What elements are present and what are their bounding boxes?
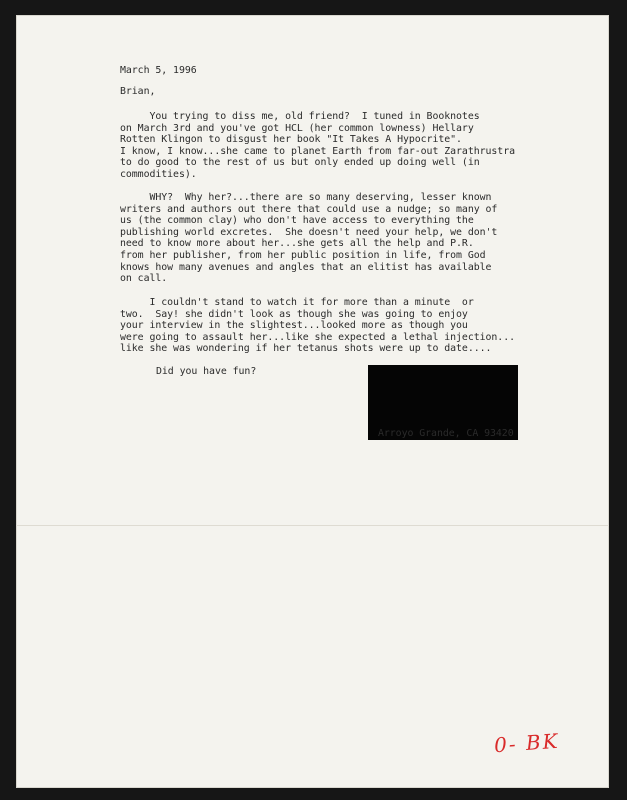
paragraph-3: I couldn't stand to watch it for more than a minute or two. Say! she didn't look as though she was going to enjoy your interview in the slightest...looked more as though you were going to assault her...like she expected a lethal injection... like she was wondering if her tetanus shots were up to date.... xyxy=(120,297,515,355)
paragraph-2: WHY? Why her?...there are so many deserving, lesser known writers and authors out there that could use a nudge; so many of us (the common clay) who don't have access to everything the publishing world excretes. She doesn't need your help, we don't need to know more about her...she gets all the help and P.R. from her publisher, from her public position in life, from God knows how many avenues and angles that an elitist has available on call. xyxy=(120,192,498,285)
handwritten-annotation: 0- BK xyxy=(493,728,561,758)
letter-salutation: Brian, xyxy=(120,86,156,97)
fold-line xyxy=(16,525,609,526)
letter-closing: Did you have fun? xyxy=(156,366,257,377)
letter-page xyxy=(16,15,609,788)
letter-date: March 5, 1996 xyxy=(120,65,197,76)
sender-address: Arroyo Grande, CA 93420 xyxy=(378,428,514,439)
paragraph-1: You trying to diss me, old friend? I tuned in Booknotes on March 3rd and you've got HCL (her common lowness) Hellary Rotten Klingon to disgust her book "It Takes A Hypocrite". I know, I know...she came to planet Earth from far-out Zarathrustra to do good to the rest of us but only ended up doing well (in commodities). xyxy=(120,111,515,180)
